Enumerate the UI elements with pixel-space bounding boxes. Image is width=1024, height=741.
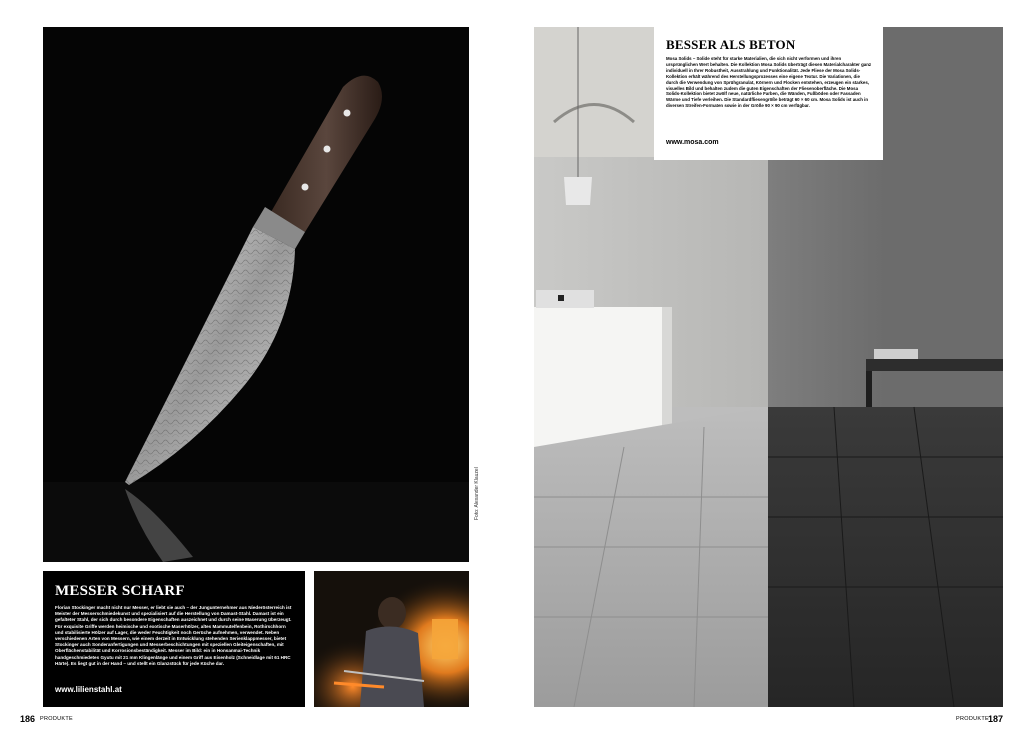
article-title: MESSER SCHARF (55, 583, 185, 599)
knife-photo (43, 27, 469, 562)
photo-credit: Foto: Alexander Klauzel (474, 467, 480, 520)
article-body: Florian Stockinger macht nicht nur Messer, er liebt sie auch – der Jungunternehmer aus Niederösterreich ist Meister der Messerschmiedekunst und spezialisiert auf die Herstellung von Damast-Stahl. Damast ist ein gefalteter Stahl, der sich durch besondere Eigenschaften auszeichnet und durch seine Maserung überzeugt. Für exquisite Griffe werden heimische und exotische Maserhölzer, altes Mammutelfenbein, Rothirschhorn und stabilisierte Hölzer auf Lager, die weder Feuchtigkeit noch Gerüche aufnehmen, verwendet. Neben verschiedenen Arten von Messern, wie einem derzeit in Entwicklung stehenden Serienklappmesser, bietet Stockinger auch Sonderanfertigungen und Messerbeschichtungen mit speziellen Gleiteigenschaften, mit Oberflächenstabilität und Korrosionsbeständigkeit. Messer im Bild: ein in Honsanmai-Technik handgeschmiedetes Gyutu mit 21 mm Klingenlänge und einem Griff aus Eisenholz (Schneidlage mit 61 HRC Härte). Es liegt gut in der Hand – und stellt ein Glanzstück für jede Küche dar. (55, 605, 292, 666)
page-number: 187 (988, 714, 1004, 724)
messer-scharf-article (43, 571, 305, 707)
article-link[interactable]: www.lilienstahl.at (55, 685, 122, 694)
blacksmith-photo (314, 571, 469, 707)
article-link[interactable]: www.mosa.com (666, 139, 719, 146)
section-label: PRODUKTE (956, 716, 989, 722)
section-label: PRODUKTE (40, 716, 73, 722)
article-body: Mosa Solids – Solide steht für starke Materialien, die sich nicht verformen und ihren ursprünglichen Wert behalten. Die Kollektion Mosa Solids überträgt diesen Materialcharakter ganz individuell in Ihrer Robustheit, Ausstrahlung und Funktionalität. Jede Fliese der Mosa Solids-Kollektion erhält während des Herstellungsprozesses eine eigene Textur. Die Variationen, die durch die Verwendung von Sprühgranulat, Körnern und Flocken entstehen, erzeugen ein starkes, visuelles Bild und behalten zudem die guten Eigenschaften der Fliesenoberfläche. Die Mosa Solids-Kollektion bietet zwölf neue, natürliche Farben, die Wänden, Fußböden oder Fassaden Wärme und Tiefe verleihen. Die Standardfliesengröße beträgt 60 × 60 cm. Mosa Solids ist auch in diversen Streifen-Formaten sowie in der Größe 90 × 90 cm verfügbar. (666, 56, 872, 109)
besser-als-beton-article (654, 27, 883, 160)
article-title: BESSER ALS BETON (666, 37, 796, 52)
page-number: 186 (20, 714, 36, 724)
